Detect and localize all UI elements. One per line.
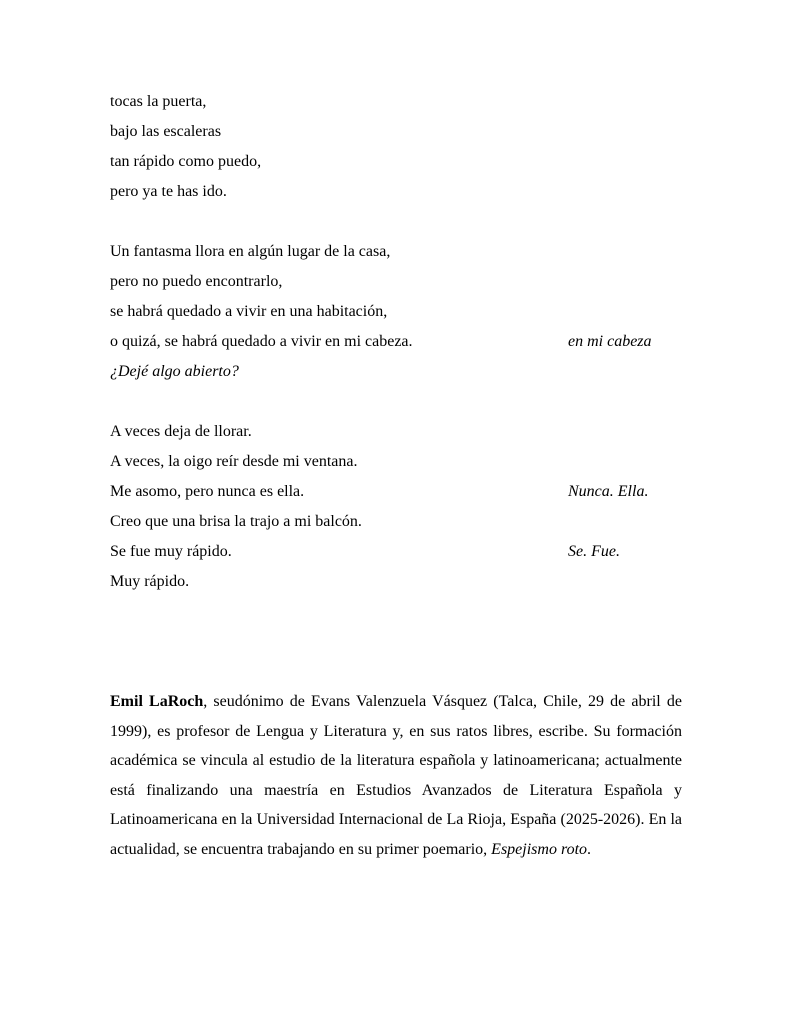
margin-annotation: Se. Fue.	[568, 543, 620, 560]
book-title: Espejismo roto	[491, 840, 588, 858]
stanza-1	[110, 87, 682, 207]
poem-line-text: Un fantasma llora en algún lugar de la casa,	[110, 243, 391, 260]
poem-line	[110, 537, 682, 567]
margin-annotation: Nunca. Ella.	[568, 483, 649, 500]
poem-line	[110, 117, 682, 147]
bio-text-end: .	[587, 840, 592, 858]
poem-line-text: Me asomo, pero nunca es ella.	[110, 483, 305, 500]
poem-line	[110, 87, 682, 117]
poem-line-text: tan rápido como puedo,	[110, 153, 262, 170]
poem-line	[110, 447, 682, 477]
poem-line-text: A veces, la oigo reír desde mi ventana.	[110, 453, 358, 470]
author-bio	[110, 687, 682, 864]
poem-line	[110, 267, 682, 297]
poem-line	[110, 507, 682, 537]
stanza-3	[110, 417, 682, 597]
poem-line-text: Muy rápido.	[110, 573, 190, 590]
poem-line-text: bajo las escaleras	[110, 123, 222, 140]
poem-line	[110, 357, 682, 387]
poem-line-text: tocas la puerta,	[110, 93, 207, 110]
poem-line-text: pero ya te has ido.	[110, 183, 227, 200]
poem-line-text: Creo que una brisa la trajo a mi balcón.	[110, 513, 362, 530]
poem-line	[110, 417, 682, 447]
poem-line	[110, 327, 682, 357]
poem-line-text: ¿Dejé algo abierto?	[110, 363, 239, 380]
stanza-2	[110, 237, 682, 387]
poem-line-text: A veces deja de llorar.	[110, 423, 252, 440]
poem-line-text: o quizá, se habrá quedado a vivir en mi cabeza.	[110, 333, 413, 350]
poem-line-text: pero no puedo encontrarlo,	[110, 273, 283, 290]
poem-line	[110, 297, 682, 327]
margin-annotation: en mi cabeza	[568, 333, 652, 350]
poem-line	[110, 237, 682, 267]
poem-line	[110, 147, 682, 177]
bio-text: , seudónimo de Evans Valenzuela Vásquez (Talca, Chile, 29 de abril de 1999), es profesor de Lengua y Literatura y, en sus ratos libres, escribe. Su formación académica se vincula al estudio de la literatura española y latinoamericana; actualmente está finalizando una maestría en Estudios Avanzados de Literatura Española y Latinoamericana en la Universidad Internacional de La Rioja, España (2025-2026). En la actualidad, se encuentra trabajando en su primer poemario,	[110, 693, 683, 858]
poem-line-text: Se fue muy rápido.	[110, 543, 232, 560]
author-name: Emil LaRoch	[110, 693, 204, 710]
poem-line	[110, 477, 682, 507]
poem-line	[110, 177, 682, 207]
poem-line	[110, 567, 682, 597]
poem-line-text: se habrá quedado a vivir en una habitación,	[110, 303, 388, 320]
